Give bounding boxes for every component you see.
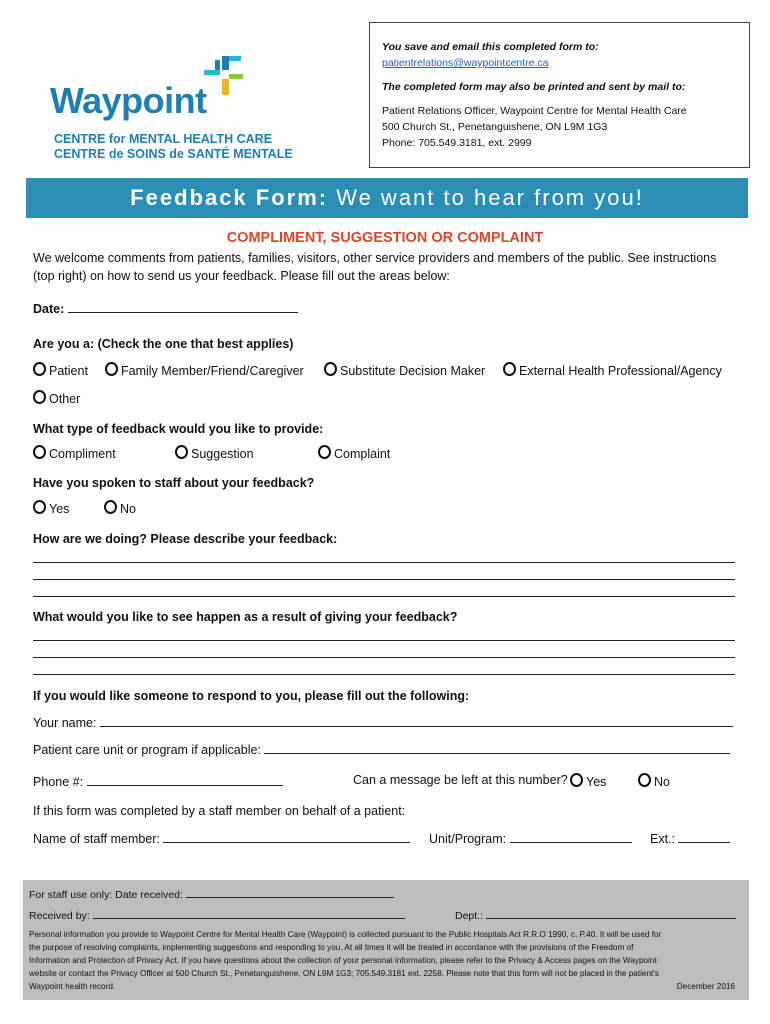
result-line-3[interactable] bbox=[33, 674, 735, 675]
phone-label: Phone #: bbox=[33, 775, 87, 789]
address-line-1: Patient Relations Officer, Waypoint Centre for Mental Health Care bbox=[382, 105, 687, 117]
date-received-field[interactable] bbox=[29, 887, 394, 901]
received-by-field[interactable] bbox=[29, 908, 405, 922]
privacy-line: Waypoint health record. bbox=[29, 982, 116, 991]
address-line-2: 500 Church St., Penetanguishene, ON L9M 1G3 bbox=[382, 121, 608, 133]
unit-program-label: Unit/Program: bbox=[429, 832, 510, 846]
radio-circle-icon[interactable] bbox=[33, 500, 46, 514]
radio-circle-icon[interactable] bbox=[104, 500, 117, 514]
date-line[interactable] bbox=[68, 300, 298, 313]
privacy-line: the purpose of resolving complaints, implementing suggestions and responding to you. At all times it will be treated in accordance with the provisions of the Freedom of bbox=[29, 943, 634, 952]
feedback-line-3[interactable] bbox=[33, 596, 735, 597]
banner-title-bold: Feedback Form: bbox=[130, 185, 329, 210]
privacy-line: Personal information you provide to Waypoint Centre for Mental Health Care (Waypoint) is collected pursuant to the Public Hospitals Act R.R.O 1990, c. P.40. It will be used for bbox=[29, 930, 662, 939]
date-received-label: For staff use only: Date received: bbox=[29, 889, 186, 901]
date-received-line[interactable] bbox=[186, 887, 394, 898]
role-option-other[interactable] bbox=[33, 390, 80, 406]
result-line-1[interactable] bbox=[33, 640, 735, 641]
type-option-compliment[interactable] bbox=[33, 445, 116, 461]
ext-field[interactable] bbox=[650, 830, 730, 846]
privacy-notice bbox=[29, 928, 741, 993]
role-label: Patient bbox=[49, 364, 88, 378]
waypoint-logo-mark-icon bbox=[200, 52, 248, 100]
radio-circle-icon[interactable] bbox=[105, 362, 118, 376]
phone-field[interactable] bbox=[33, 773, 283, 791]
logo-tagline-en: CENTRE for MENTAL HEALTH CARE bbox=[54, 132, 273, 146]
message-question bbox=[353, 773, 568, 787]
role-label: Substitute Decision Maker bbox=[340, 364, 486, 378]
spoken-question: Have you spoken to staff about your feedback? bbox=[33, 476, 315, 490]
feedback-line-1[interactable] bbox=[33, 562, 735, 563]
role-label: Family Member/Friend/Caregiver bbox=[121, 364, 304, 378]
radio-circle-icon[interactable] bbox=[570, 773, 583, 787]
feedback-type-question: What type of feedback would you like to provide: bbox=[33, 422, 324, 436]
type-option-complaint[interactable] bbox=[318, 445, 390, 461]
unit-program-line[interactable] bbox=[510, 830, 632, 843]
logo-wordmark: Waypoint bbox=[50, 80, 207, 121]
feedback-line-2[interactable] bbox=[33, 579, 735, 580]
radio-circle-icon[interactable] bbox=[33, 362, 46, 376]
dept-line[interactable] bbox=[486, 908, 736, 919]
your-name-field[interactable] bbox=[33, 714, 733, 732]
how-doing-question: How are we doing? Please describe your feedback: bbox=[33, 532, 338, 546]
role-option-patient[interactable] bbox=[33, 362, 88, 378]
radio-circle-icon[interactable] bbox=[503, 362, 516, 376]
banner-title-rest: We want to hear from you! bbox=[328, 185, 644, 210]
radio-circle-icon[interactable] bbox=[33, 390, 46, 404]
result-line-2[interactable] bbox=[33, 657, 735, 658]
unit-field[interactable] bbox=[33, 741, 730, 759]
email-link[interactable]: patientrelations@waypointcentre.ca bbox=[382, 57, 549, 69]
result-question: What would you like to see happen as a result of giving your feedback? bbox=[33, 610, 458, 624]
dept-label: Dept.: bbox=[455, 910, 486, 922]
ext-line[interactable] bbox=[678, 830, 730, 843]
radio-circle-icon[interactable] bbox=[318, 445, 331, 459]
ext-label: Ext.: bbox=[650, 832, 679, 846]
received-by-label: Received by: bbox=[29, 910, 93, 922]
type-label: Compliment bbox=[49, 447, 116, 461]
logo-tagline-fr: CENTRE de SOINS de SANTÉ MENTALE bbox=[54, 147, 293, 161]
staff-name-label: Name of staff member: bbox=[33, 832, 164, 846]
phone-line[interactable] bbox=[87, 773, 283, 786]
received-by-line[interactable] bbox=[93, 908, 405, 919]
unit-program-field[interactable] bbox=[429, 830, 632, 846]
contact-phone: Phone: 705.549.3181, ext. 2999 bbox=[382, 137, 532, 149]
option-label: Yes bbox=[586, 775, 607, 789]
your-name-line[interactable] bbox=[100, 714, 733, 727]
message-option-no[interactable] bbox=[638, 773, 670, 789]
option-label: Yes bbox=[49, 502, 70, 516]
unit-line[interactable] bbox=[264, 741, 730, 754]
privacy-line: Information and Protection of Privacy Act. If you have questions about the collection of your personal information, please refer to the Privacy & Access pages on the Waypoint bbox=[29, 956, 657, 965]
radio-circle-icon[interactable] bbox=[324, 362, 337, 376]
radio-circle-icon[interactable] bbox=[33, 445, 46, 459]
role-option-family[interactable] bbox=[105, 362, 304, 378]
respond-heading: If you would like someone to respond to you, please fill out the following: bbox=[33, 689, 470, 703]
type-option-suggestion[interactable] bbox=[175, 445, 254, 461]
message-label: Can a message be left at this number? bbox=[353, 773, 568, 787]
staff-use-box bbox=[23, 880, 749, 1000]
option-label: No bbox=[120, 502, 136, 516]
role-label: Other bbox=[49, 392, 81, 406]
message-option-yes[interactable] bbox=[570, 773, 606, 789]
role-label: External Health Professional/Agency bbox=[519, 364, 722, 378]
mail-label: The completed form may also be printed and sent by mail to: bbox=[382, 81, 686, 93]
spoken-option-yes[interactable] bbox=[33, 500, 69, 516]
save-email-label: You save and email this completed form to: bbox=[382, 41, 599, 53]
your-name-label: Your name: bbox=[33, 716, 100, 730]
type-label: Suggestion bbox=[191, 447, 254, 461]
form-title-banner bbox=[26, 178, 748, 218]
intro-line-2: (top right) on how to send us your feedback. Please fill out the areas below: bbox=[33, 269, 450, 283]
spoken-option-no[interactable] bbox=[104, 500, 136, 516]
contact-box bbox=[369, 22, 750, 168]
option-label: No bbox=[654, 775, 670, 789]
form-revision-date: December 2016 bbox=[676, 982, 735, 991]
staff-name-line[interactable] bbox=[163, 830, 410, 843]
staff-completed-note: If this form was completed by a staff member on behalf of a patient: bbox=[33, 804, 406, 818]
form-subtitle: COMPLIMENT, SUGGESTION OR COMPLAINT bbox=[226, 230, 544, 246]
privacy-line: website or contact the Privacy Officer at 500 Church St., Penetanguishene, ON L9M 1G3; 705.549.3181 ext. 2258. Please note that this form will not be placed in the patient's bbox=[29, 969, 659, 978]
radio-circle-icon[interactable] bbox=[638, 773, 651, 787]
type-label: Complaint bbox=[334, 447, 391, 461]
radio-circle-icon[interactable] bbox=[175, 445, 188, 459]
staff-name-field[interactable] bbox=[33, 830, 410, 848]
role-question: Are you a: (Check the one that best applies) bbox=[33, 337, 294, 351]
role-option-external[interactable] bbox=[503, 362, 722, 378]
intro-line-1: We welcome comments from patients, families, visitors, other service providers and members of the public. See instructions bbox=[33, 251, 717, 265]
role-option-sdm[interactable] bbox=[324, 362, 485, 378]
date-field[interactable] bbox=[33, 300, 298, 318]
unit-label: Patient care unit or program if applicable: bbox=[33, 743, 265, 757]
date-label: Date: bbox=[33, 302, 68, 316]
dept-field[interactable] bbox=[455, 908, 736, 922]
